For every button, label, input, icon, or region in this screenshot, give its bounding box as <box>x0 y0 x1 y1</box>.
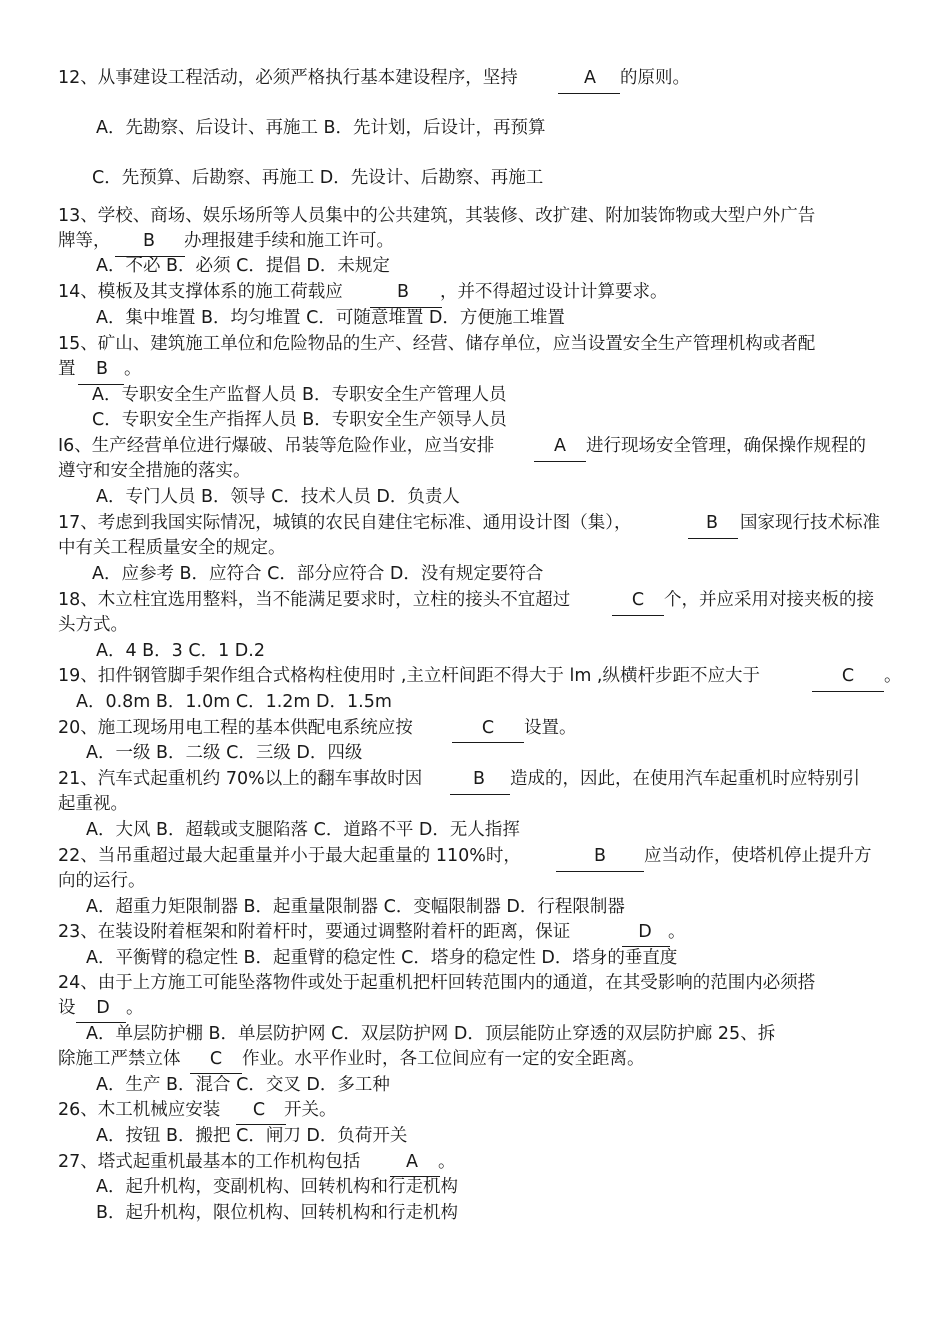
q12-answer: A <box>584 68 596 88</box>
q16-stem: I6、生产经营单位进行爆破、吊装等危险作业，应当安排 <box>58 436 495 456</box>
q14-options: A．集中堆置 B．均匀堆置 C．可随意堆置 D．方便施工堆置 <box>96 308 565 328</box>
q21-tail: 造成的，因此，在使用汽车起重机时应特别引 <box>510 769 860 789</box>
q17-line2: 中有关工程质量安全的规定。 <box>58 538 286 558</box>
q23-options: A．平衡臂的稳定性 B．起重臂的稳定性 C．塔身的稳定性 D．塔身的垂直度 <box>86 948 678 968</box>
q14-stem: 14、模板及其支撑体系的施工荷载应 <box>58 282 343 302</box>
q22-line2: 向的运行。 <box>58 871 146 891</box>
q17-options: A．应参考 B．应符合 C．部分应符合 D．没有规定要符合 <box>92 564 544 584</box>
q15-line1: 15、矿山、建筑施工单位和危险物品的生产、经营、储存单位，应当设置安全生产管理机构或者配 <box>58 334 816 354</box>
q14-answer: B <box>396 282 409 302</box>
q25-stem: 除施工严禁立体 <box>58 1049 181 1069</box>
q26-stem: 26、木工机械应安装 <box>58 1100 221 1120</box>
q17-answer: B <box>705 513 718 533</box>
q13-options: A．不必 B．必须 C．提倡 D．未规定 <box>96 256 390 276</box>
q12-tail: 的原则。 <box>620 68 690 88</box>
q23-answer: D <box>638 922 652 942</box>
q22-tail: 应当动作，使塔机停止提升方 <box>644 846 872 866</box>
q17-blank-line <box>688 538 738 539</box>
q12-blank-line <box>558 93 620 94</box>
q13-tail: 办理报建手续和施工许可。 <box>184 231 394 251</box>
q25-tail: 作业。水平作业时，各工位间应有一定的安全距离。 <box>242 1049 645 1069</box>
q18-tail: 个，并应采用对接夹板的接 <box>664 590 874 610</box>
q16-line2: 遵守和安全措施的落实。 <box>58 461 251 481</box>
q24-tail: 。 <box>126 998 144 1018</box>
q24-line1: 24、由于上方施工可能坠落物件或处于起重机把杆回转范围内的通道，在其受影响的范围内必须搭 <box>58 973 816 993</box>
q20-options: A．一级 B．二级 C．三级 D．四级 <box>86 743 363 763</box>
q20-stem: 20、施工现场用电工程的基本供配电系统应按 <box>58 718 413 738</box>
q25-answer: C <box>209 1049 223 1069</box>
q16-answer: A <box>554 436 566 456</box>
q15-answer: B <box>95 359 108 379</box>
q17-tail: 国家现行技术标准 <box>740 513 880 533</box>
q19-stem: 19、扣件钢管脚手架作组合式格构柱使用时 ,主立杆间距不得大于 lm ,纵横杆步距不应大于 <box>58 666 760 686</box>
q26-tail: 开关。 <box>284 1100 337 1120</box>
q12-stem: 12、从事建设工程活动，必须严格执行基本建设程序，坚持 <box>58 68 518 88</box>
q22-options: A．超重力矩限制器 B．起重量限制器 C．变幅限制器 D．行程限制器 <box>86 897 625 917</box>
q19-tail: 。 <box>884 666 902 686</box>
q18-blank-line <box>612 615 664 616</box>
q13-stem2: 牌等， <box>58 231 111 251</box>
q16-tail: 进行现场安全管理，确保操作规程的 <box>586 436 866 456</box>
q26-options: A．按钮 B．搬把 C．闸刀 D．负荷开关 <box>96 1126 408 1146</box>
q21-line2: 起重视。 <box>58 794 128 814</box>
q27-option-a: A．起升机构，变副机构、回转机构和行走机构 <box>96 1177 458 1197</box>
q18-stem: 18、木立柱宜选用整料，当不能满足要求时，立柱的接头不宜超过 <box>58 590 571 610</box>
q24-stem2: 设 <box>58 998 76 1018</box>
q27-option-b: B．起升机构，限位机构、回转机构和行走机构 <box>96 1203 459 1223</box>
q16-options: A．专门人员 B．领导 C．技术人员 D．负责人 <box>96 487 460 507</box>
q22-answer: B <box>593 846 606 866</box>
q16-blank-line <box>534 461 586 462</box>
q24-answer: D <box>96 998 110 1018</box>
q15-tail: 。 <box>124 359 142 379</box>
q18-line2: 头方式。 <box>58 615 128 635</box>
q20-answer: C <box>481 718 495 738</box>
q22-blank-line <box>556 871 644 872</box>
q21-blank-line <box>450 794 510 795</box>
q20-blank-line <box>452 742 524 743</box>
q18-options: A．4 B．3 C．1 D.2 <box>96 641 265 661</box>
q21-answer: B <box>472 769 485 789</box>
q17-stem: 17、考虑到我国实际情况，城镇的农民自建住宅标准、通用设计图（集）， <box>58 513 632 533</box>
q22-stem: 22、当吊重超过最大起重量并小于最大起重量的 110%时， <box>58 846 521 866</box>
q15-stem2: 置 <box>58 359 76 379</box>
q21-options: A．大风 B．超载或支腿陷落 C．道路不平 D．无人指挥 <box>86 820 520 840</box>
q12-options-cd: C．先预算、后勘察、再施工 D．先设计、后勘察、再施工 <box>92 168 544 188</box>
q25-options: A．生产 B．混合 C．交叉 D．多工种 <box>96 1075 390 1095</box>
q19-blank-line <box>812 691 884 692</box>
q20-tail: 设置。 <box>524 718 577 738</box>
q13-answer: B <box>142 231 155 251</box>
q14-tail: ，并不得超过设计计算要求。 <box>440 282 668 302</box>
q18-answer: C <box>631 590 645 610</box>
q19-answer: C <box>841 666 855 686</box>
q24-options: A．单层防护棚 B．单层防护网 C．双层防护网 D．顶层能防止穿透的双层防护廊 25、拆 <box>86 1024 776 1044</box>
q27-stem: 27、塔式起重机最基本的工作机构包括 <box>58 1152 361 1172</box>
q13-line1: 13、学校、商场、娱乐场所等人员集中的公共建筑，其装修、改扩建、附加装饰物或大型户外广告 <box>58 206 816 226</box>
q15-options-1: A．专职安全生产监督人员 B．专职安全生产管理人员 <box>92 385 507 405</box>
q27-tail: 。 <box>438 1152 456 1172</box>
q26-answer: C <box>252 1100 266 1120</box>
q23-stem: 23、在装设附着框架和附着杆时，要通过调整附着杆的距离，保证 <box>58 922 571 942</box>
q15-options-2: C．专职安全生产指挥人员 B．专职安全生产领导人员 <box>92 410 507 430</box>
q19-options: A．0.8m B．1.0m C．1.2m D．1.5m <box>76 692 392 712</box>
q27-answer: A <box>406 1152 418 1172</box>
q23-tail: 。 <box>668 922 686 942</box>
q12-options-ab: A．先勘察、后设计、再施工 B．先计划，后设计，再预算 <box>96 118 546 138</box>
q21-stem: 21、汽车式起重机约 70%以上的翻车事故时因 <box>58 769 423 789</box>
